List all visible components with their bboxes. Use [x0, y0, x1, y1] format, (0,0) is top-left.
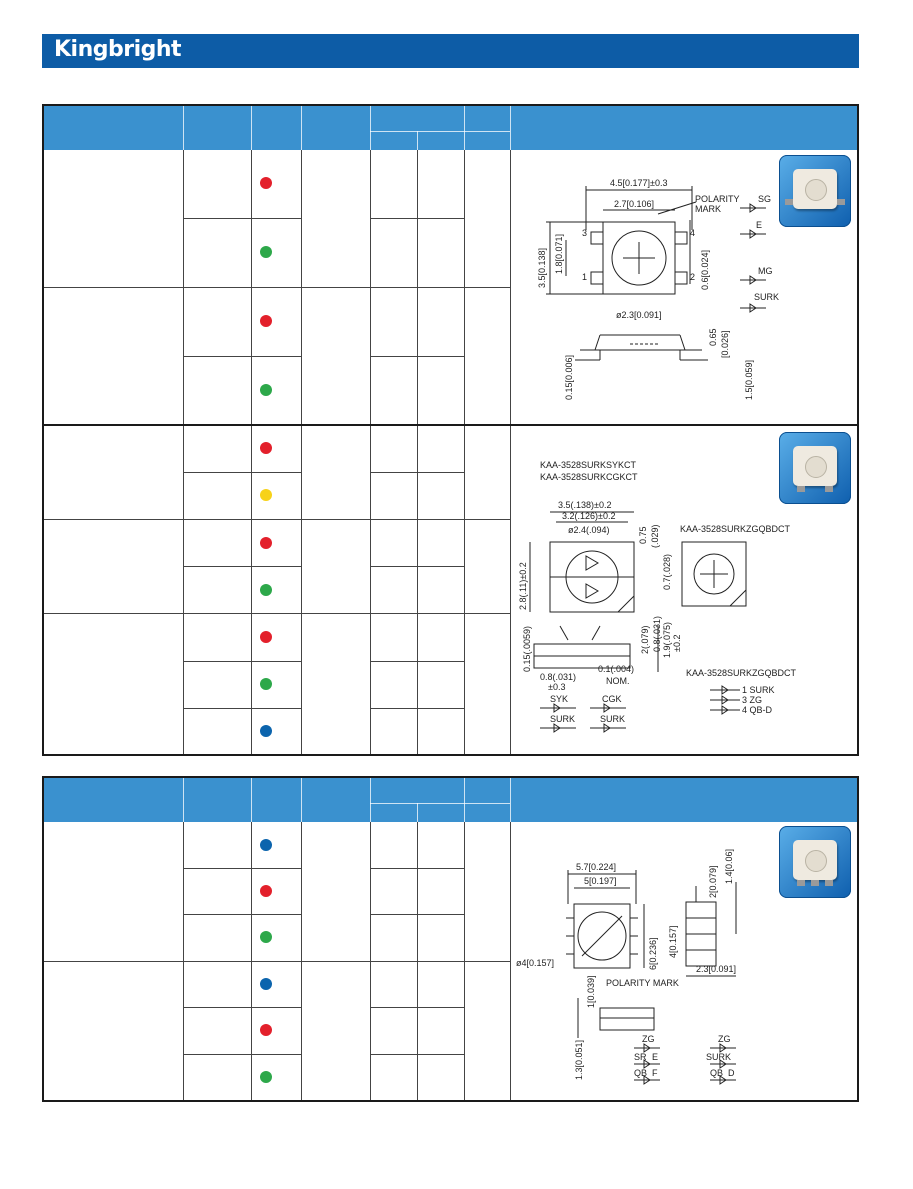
svg-text:0.8(.031): 0.8(.031) — [652, 615, 662, 652]
led-color-dot — [260, 1071, 272, 1083]
svg-text:E: E — [756, 220, 763, 230]
svg-text:2: 2 — [690, 272, 696, 282]
svg-text:[0.026]: [0.026] — [720, 330, 730, 358]
svg-text:KAA-3528SURKSYKCT: KAA-3528SURKSYKCT — [540, 460, 637, 470]
svg-text:MG: MG — [758, 266, 773, 276]
svg-text:ZG: ZG — [718, 1034, 731, 1044]
led-color-dot — [260, 315, 272, 327]
product-table-section-2 — [42, 424, 859, 756]
led-color-dot — [260, 442, 272, 454]
svg-text:SG: SG — [758, 194, 772, 204]
svg-text:1.9(.075): 1.9(.075) — [662, 621, 672, 658]
svg-text:1[0.039]: 1[0.039] — [586, 975, 596, 1008]
svg-text:1.8[0.071]: 1.8[0.071] — [554, 233, 564, 274]
svg-text:1.5[0.059]: 1.5[0.059] — [744, 359, 754, 400]
svg-text:1.4[0.06]: 1.4[0.06] — [724, 848, 734, 884]
svg-text:3.5(.138)±0.2: 3.5(.138)±0.2 — [558, 500, 612, 510]
svg-text:4.5[0.177]±0.3: 4.5[0.177]±0.3 — [610, 178, 668, 188]
svg-text:MARK: MARK — [695, 204, 722, 214]
product-table-section-1 — [42, 104, 859, 426]
package-drawing-1 — [510, 150, 780, 422]
svg-text:SYK: SYK — [550, 694, 569, 704]
svg-text:0.15[0.006]: 0.15[0.006] — [564, 354, 574, 400]
led-color-dot — [260, 384, 272, 396]
svg-text:ZG: ZG — [642, 1034, 655, 1044]
svg-text:QB: QB — [634, 1068, 648, 1078]
svg-text:2.8(.11)±0.2: 2.8(.11)±0.2 — [518, 562, 528, 610]
svg-text:SR: SR — [634, 1052, 647, 1062]
svg-text:D: D — [728, 1068, 735, 1078]
svg-text:E: E — [652, 1052, 659, 1062]
svg-text:±0.3: ±0.3 — [548, 682, 566, 692]
svg-text:1.3[0.051]: 1.3[0.051] — [574, 1039, 584, 1080]
led-package-photo-icon — [779, 826, 851, 898]
svg-text:1 SURK: 1 SURK — [742, 685, 775, 695]
led-color-dot — [260, 584, 272, 596]
svg-text:5[0.197]: 5[0.197] — [584, 876, 617, 886]
svg-text:4 QB-D: 4 QB-D — [742, 705, 773, 715]
svg-text:0.15(.0059): 0.15(.0059) — [522, 625, 532, 672]
led-color-dot — [260, 246, 272, 258]
led-color-dot — [260, 1024, 272, 1036]
svg-text:5.7[0.224]: 5.7[0.224] — [576, 862, 617, 872]
table-header — [44, 778, 857, 822]
led-color-dot — [260, 885, 272, 897]
led-color-dot — [260, 978, 272, 990]
svg-text:ø2.3[0.091]: ø2.3[0.091] — [616, 310, 662, 320]
svg-text:SURK: SURK — [754, 292, 780, 302]
svg-text:6[0.236]: 6[0.236] — [648, 937, 658, 970]
svg-text:ø2.4(.094): ø2.4(.094) — [568, 525, 610, 535]
svg-text:0.1(.004): 0.1(.004) — [598, 664, 635, 674]
svg-text:QB: QB — [710, 1068, 724, 1078]
package-drawing-2 — [510, 426, 810, 754]
led-color-dot — [260, 931, 272, 943]
led-color-dot — [260, 489, 272, 501]
svg-text:3.5[0.138]: 3.5[0.138] — [537, 247, 547, 288]
svg-text:±0.2: ±0.2 — [672, 634, 682, 652]
svg-text:2[0.079]: 2[0.079] — [708, 865, 718, 898]
svg-text:0.75: 0.75 — [638, 526, 648, 544]
led-color-dot — [260, 177, 272, 189]
svg-text:F: F — [652, 1068, 658, 1078]
led-color-dot — [260, 678, 272, 690]
led-color-dot — [260, 839, 272, 851]
svg-text:KAA-3528SURKZGQBDCT: KAA-3528SURKZGQBDCT — [680, 524, 791, 534]
svg-text:CGK: CGK — [602, 694, 622, 704]
svg-text:1: 1 — [582, 272, 588, 282]
svg-text:SURK: SURK — [550, 714, 576, 724]
svg-text:POLARITY MARK: POLARITY MARK — [606, 978, 679, 988]
svg-text:ø4[0.157]: ø4[0.157] — [516, 958, 555, 968]
svg-text:2.3[0.091]: 2.3[0.091] — [696, 964, 737, 974]
led-package-photo-icon — [779, 155, 851, 227]
led-color-dot — [260, 631, 272, 643]
svg-text:0.65: 0.65 — [708, 328, 718, 346]
brand-banner — [42, 34, 859, 68]
product-table-section-3 — [42, 776, 859, 1102]
svg-text:KAA-3528SURKZGQBDCT: KAA-3528SURKZGQBDCT — [686, 668, 797, 678]
svg-text:0.6[0.024]: 0.6[0.024] — [700, 249, 710, 290]
svg-text:3 ZG: 3 ZG — [742, 695, 763, 705]
svg-text:0.7(.028): 0.7(.028) — [662, 553, 672, 590]
brand-logo: Kingbright — [54, 37, 182, 62]
svg-text:3.2(.126)±0.2: 3.2(.126)±0.2 — [562, 511, 616, 521]
svg-text:4[0.157]: 4[0.157] — [668, 925, 678, 958]
svg-text:NOM.: NOM. — [606, 676, 630, 686]
package-drawing-3 — [510, 822, 780, 1100]
led-color-dot — [260, 725, 272, 737]
svg-text:KAA-3528SURKCGKCT: KAA-3528SURKCGKCT — [540, 472, 638, 482]
led-color-dot — [260, 537, 272, 549]
svg-text:0.8(.031): 0.8(.031) — [540, 672, 577, 682]
svg-text:POLARITY: POLARITY — [695, 194, 740, 204]
svg-text:SURK: SURK — [600, 714, 626, 724]
svg-text:2(.079): 2(.079) — [640, 625, 650, 654]
svg-text:3: 3 — [582, 228, 588, 238]
table-header — [44, 106, 857, 150]
svg-text:(.029): (.029) — [650, 524, 660, 548]
svg-text:4: 4 — [690, 228, 696, 238]
svg-text:2.7[0.106]: 2.7[0.106] — [614, 199, 655, 209]
svg-text:SURK: SURK — [706, 1052, 732, 1062]
